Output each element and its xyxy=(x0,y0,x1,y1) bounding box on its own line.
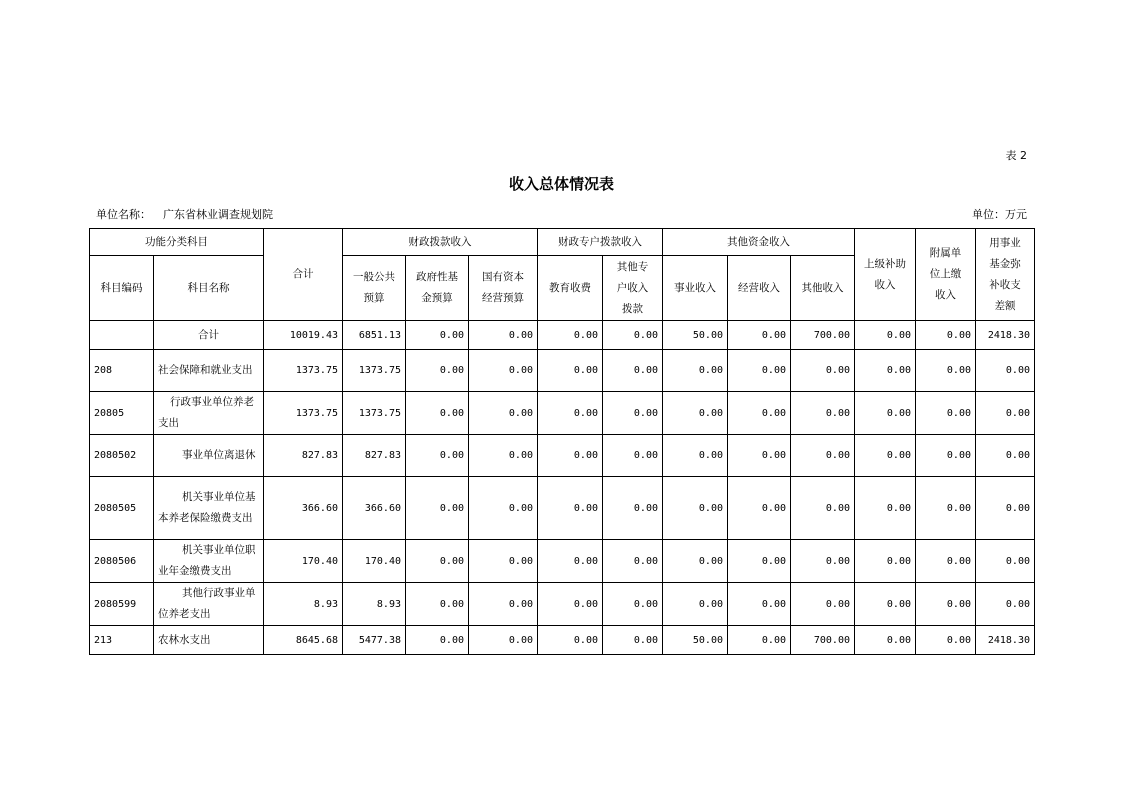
row-value: 0.00 xyxy=(791,350,855,392)
row-value: 827.83 xyxy=(264,435,343,477)
row-value: 0.00 xyxy=(916,626,976,655)
row-value: 0.00 xyxy=(469,477,538,540)
row-value: 0.00 xyxy=(728,392,791,435)
table-row xyxy=(90,626,1035,655)
row-value: 0.00 xyxy=(855,583,916,626)
row-value: 0.00 xyxy=(663,392,728,435)
row-code: 2080599 xyxy=(90,583,154,626)
row-value: 1373.75 xyxy=(343,350,406,392)
row-value: 0.00 xyxy=(538,321,603,350)
row-value: 0.00 xyxy=(538,392,603,435)
row-value: 1373.75 xyxy=(264,350,343,392)
row-value: 0.00 xyxy=(469,321,538,350)
row-value: 8.93 xyxy=(264,583,343,626)
row-value: 366.60 xyxy=(343,477,406,540)
row-value: 0.00 xyxy=(728,477,791,540)
row-value: 0.00 xyxy=(855,435,916,477)
row-value: 10019.43 xyxy=(264,321,343,350)
header-business-income: 事业收入 xyxy=(663,256,728,321)
row-value: 0.00 xyxy=(469,435,538,477)
row-value: 50.00 xyxy=(663,626,728,655)
row-value: 0.00 xyxy=(603,321,663,350)
row-value: 0.00 xyxy=(603,435,663,477)
row-value: 0.00 xyxy=(855,477,916,540)
row-value: 8.93 xyxy=(343,583,406,626)
table-row xyxy=(90,392,1035,435)
row-value: 0.00 xyxy=(916,540,976,583)
row-value: 700.00 xyxy=(791,626,855,655)
row-value: 0.00 xyxy=(791,392,855,435)
row-name: 行政事业单位养老支出 xyxy=(154,392,264,435)
row-code xyxy=(90,321,154,350)
row-value: 0.00 xyxy=(855,350,916,392)
row-value: 0.00 xyxy=(469,540,538,583)
header-other-special: 其他专 户收入 拨款 xyxy=(603,256,663,321)
row-value: 0.00 xyxy=(916,392,976,435)
header-operating-income: 经营收入 xyxy=(728,256,791,321)
row-value: 2418.30 xyxy=(976,321,1035,350)
row-value: 0.00 xyxy=(976,435,1035,477)
row-value: 2418.30 xyxy=(976,626,1035,655)
row-value: 0.00 xyxy=(538,477,603,540)
row-value: 1373.75 xyxy=(264,392,343,435)
row-code: 2080505 xyxy=(90,477,154,540)
row-name: 机关事业单位职业年金缴费支出 xyxy=(154,540,264,583)
row-value: 0.00 xyxy=(603,350,663,392)
row-value: 0.00 xyxy=(728,540,791,583)
row-value: 0.00 xyxy=(406,477,469,540)
row-value: 5477.38 xyxy=(343,626,406,655)
row-name: 合计 xyxy=(154,321,264,350)
row-value: 0.00 xyxy=(603,477,663,540)
row-name: 农林水支出 xyxy=(154,626,264,655)
money-unit: 单位：万元 xyxy=(972,208,1027,221)
row-value: 0.00 xyxy=(791,477,855,540)
row-value: 0.00 xyxy=(855,321,916,350)
row-value: 0.00 xyxy=(855,392,916,435)
row-value: 0.00 xyxy=(916,583,976,626)
row-value: 0.00 xyxy=(469,583,538,626)
row-value: 1373.75 xyxy=(343,392,406,435)
row-value: 0.00 xyxy=(406,626,469,655)
table-row xyxy=(90,477,1035,540)
row-value: 827.83 xyxy=(343,435,406,477)
header-total: 合计 xyxy=(264,229,343,321)
unit-name: 广东省林业调查规划院 xyxy=(163,208,273,221)
row-name: 机关事业单位基本养老保险缴费支出 xyxy=(154,477,264,540)
income-table xyxy=(89,228,1035,655)
row-value: 0.00 xyxy=(728,435,791,477)
row-value: 0.00 xyxy=(406,583,469,626)
row-value: 0.00 xyxy=(406,435,469,477)
row-value: 50.00 xyxy=(663,321,728,350)
row-value: 700.00 xyxy=(791,321,855,350)
unit-label: 单位名称： xyxy=(96,208,151,221)
row-code: 208 xyxy=(90,350,154,392)
row-value: 0.00 xyxy=(538,540,603,583)
table-row xyxy=(90,435,1035,477)
header-fiscal-group: 财政拨款收入 xyxy=(343,229,538,256)
row-value: 0.00 xyxy=(916,321,976,350)
table-row xyxy=(90,583,1035,626)
row-value: 0.00 xyxy=(976,540,1035,583)
row-value: 0.00 xyxy=(538,435,603,477)
row-value: 0.00 xyxy=(538,583,603,626)
row-value: 0.00 xyxy=(469,392,538,435)
header-state-capital: 国有资本 经营预算 xyxy=(469,256,538,321)
table-row xyxy=(90,350,1035,392)
header-row-1 xyxy=(90,229,1035,256)
row-value: 170.40 xyxy=(343,540,406,583)
row-value: 0.00 xyxy=(603,540,663,583)
header-other-group: 其他资金收入 xyxy=(663,229,855,256)
header-general-budget: 一般公共 预算 xyxy=(343,256,406,321)
row-value: 0.00 xyxy=(728,626,791,655)
row-value: 0.00 xyxy=(728,350,791,392)
table-row xyxy=(90,540,1035,583)
header-gov-fund: 政府性基 金预算 xyxy=(406,256,469,321)
row-value: 0.00 xyxy=(406,350,469,392)
row-value: 0.00 xyxy=(406,392,469,435)
row-value: 0.00 xyxy=(406,321,469,350)
row-value: 0.00 xyxy=(791,540,855,583)
row-value: 0.00 xyxy=(976,350,1035,392)
row-value: 6851.13 xyxy=(343,321,406,350)
row-value: 8645.68 xyxy=(264,626,343,655)
row-value: 0.00 xyxy=(976,477,1035,540)
header-superior-subsidy: 上级补助 收入 xyxy=(855,229,916,321)
row-value: 0.00 xyxy=(663,583,728,626)
row-value: 0.00 xyxy=(976,392,1035,435)
row-value: 0.00 xyxy=(728,583,791,626)
row-code: 2080506 xyxy=(90,540,154,583)
row-value: 0.00 xyxy=(603,392,663,435)
row-code: 20805 xyxy=(90,392,154,435)
row-value: 0.00 xyxy=(976,583,1035,626)
row-value: 0.00 xyxy=(663,435,728,477)
header-edu-fee: 教育收费 xyxy=(538,256,603,321)
row-value: 0.00 xyxy=(855,626,916,655)
row-value: 0.00 xyxy=(728,321,791,350)
row-value: 0.00 xyxy=(663,350,728,392)
row-value: 170.40 xyxy=(264,540,343,583)
row-name: 社会保障和就业支出 xyxy=(154,350,264,392)
row-value: 0.00 xyxy=(916,477,976,540)
row-name: 其他行政事业单位养老支出 xyxy=(154,583,264,626)
table-body xyxy=(90,321,1035,655)
table-row xyxy=(90,321,1035,350)
header-reserve: 用事业 基金弥 补收支 差额 xyxy=(976,229,1035,321)
row-value: 0.00 xyxy=(603,583,663,626)
row-value: 0.00 xyxy=(855,540,916,583)
header-special-group: 财政专户拨款收入 xyxy=(538,229,663,256)
unit-info xyxy=(96,206,273,222)
row-value: 0.00 xyxy=(916,435,976,477)
row-value: 0.00 xyxy=(406,540,469,583)
row-code: 213 xyxy=(90,626,154,655)
table-number: 表 2 xyxy=(1005,149,1027,162)
page-title: 收入总体情况表 xyxy=(508,175,614,193)
row-value: 0.00 xyxy=(538,626,603,655)
row-value: 0.00 xyxy=(469,626,538,655)
row-value: 0.00 xyxy=(538,350,603,392)
header-affiliated: 附属单 位上缴 收入 xyxy=(916,229,976,321)
row-value: 0.00 xyxy=(663,477,728,540)
header-name: 科目名称 xyxy=(154,256,264,321)
row-code: 2080502 xyxy=(90,435,154,477)
row-value: 0.00 xyxy=(791,435,855,477)
row-value: 0.00 xyxy=(791,583,855,626)
row-value: 0.00 xyxy=(663,540,728,583)
row-value: 0.00 xyxy=(603,626,663,655)
row-value: 366.60 xyxy=(264,477,343,540)
header-code: 科目编码 xyxy=(90,256,154,321)
row-value: 0.00 xyxy=(916,350,976,392)
row-value: 0.00 xyxy=(469,350,538,392)
header-other-income: 其他收入 xyxy=(791,256,855,321)
header-func-group: 功能分类科目 xyxy=(90,229,264,256)
row-name: 事业单位离退休 xyxy=(154,435,264,477)
